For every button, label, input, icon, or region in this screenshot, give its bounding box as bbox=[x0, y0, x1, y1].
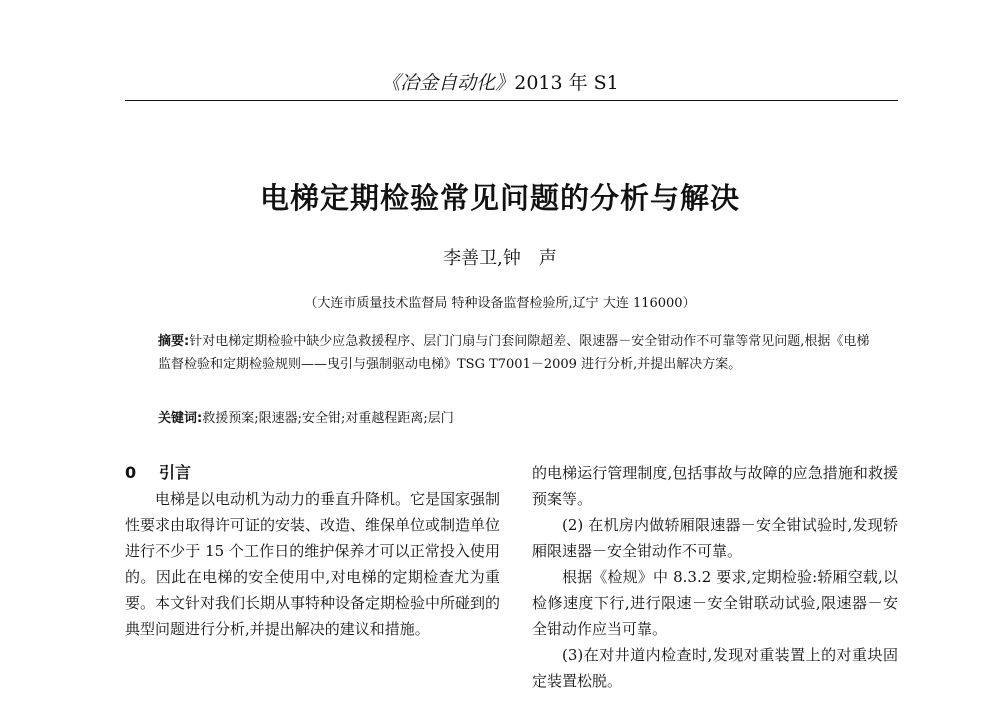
authors: 李善卫,钟 声 bbox=[443, 248, 557, 269]
keywords-label: 关键词: bbox=[158, 411, 203, 426]
paragraph-continued: 的电梯运行管理制度,包括事故与故障的应急措施和救援预案等。 bbox=[532, 464, 898, 508]
journal-header bbox=[0, 68, 1000, 95]
keywords-text: 救援预案;限速器;安全钳;对重越程距离;层门 bbox=[202, 411, 454, 426]
paragraph-regulation: 根据《检规》中 8.3.2 要求,定期检验:轿厢空载,以检修速度下行,进行限速－安全钳联动试验,限速器－安全钳动作应当可靠。 bbox=[532, 568, 898, 638]
paragraph-item-3: (3)在对井道内检查时,发现对重装置上的对重块固定装置松脱。 bbox=[532, 646, 898, 690]
journal-name: 《冶金自动化》 bbox=[381, 72, 515, 94]
abstract-label: 摘要: bbox=[158, 334, 190, 349]
left-column bbox=[125, 460, 500, 642]
intro-paragraph: 电梯是以电动机为动力的垂直升降机。它是国家强制性要求由取得许可证的安装、改造、维保单位或制造单位进行不少于 15 个工作日的维护保养才可以正常投入使用的。因此在电梯的安全使用中,对电梯的定期检查尤为重要。本文针对我们长期从事特种设备定期检验中所碰到的典型问题进行分析,并提出解决的建议和措施。 bbox=[125, 490, 501, 638]
page-title: 电梯定期检验常见问题的分析与解决 bbox=[259, 181, 740, 215]
section-number: 0 bbox=[125, 463, 137, 482]
section-title: 引言 bbox=[159, 463, 192, 482]
section-heading bbox=[125, 460, 500, 486]
abstract-text: 针对电梯定期检验中缺少应急救援程序、层门门扇与门套间隙超差、限速器－安全钳动作不可靠等常见问题,根据《电梯监督检验和定期检验规则——曳引与强制驱动电梯》TSG T7001－2009 进行分析,并提出解决方案。 bbox=[158, 334, 870, 372]
affiliation: （大连市质量技术监督局 特种设备监督检验所,辽宁 大连 116000） bbox=[304, 296, 696, 311]
right-column bbox=[532, 460, 898, 694]
keywords bbox=[158, 407, 874, 430]
paragraph-item-2: (2) 在机房内做轿厢限速器－安全钳试验时,发现轿厢限速器－安全钳动作不可靠。 bbox=[532, 516, 898, 560]
header-rule bbox=[125, 100, 898, 101]
abstract bbox=[158, 330, 874, 376]
journal-issue: 2013 年 S1 bbox=[514, 72, 619, 94]
